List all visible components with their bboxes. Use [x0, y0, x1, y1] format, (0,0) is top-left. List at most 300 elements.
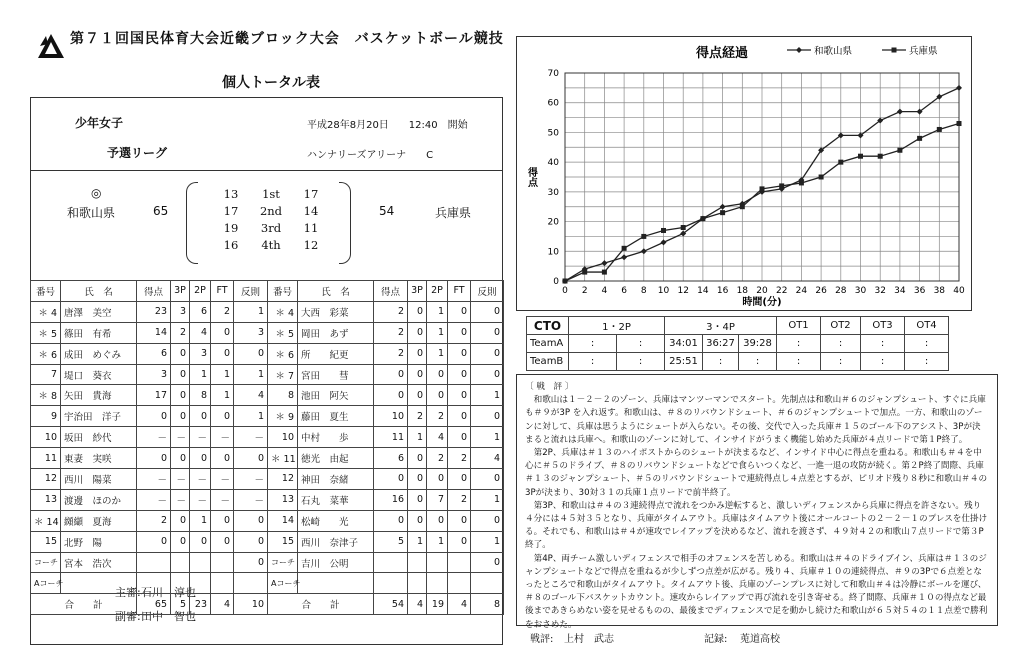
three-pointers: 0	[408, 469, 427, 490]
commentary-heading: 〔 戦 評 〕	[525, 382, 574, 392]
three-pointers: 0	[408, 489, 427, 510]
header-player-name: 氏 名	[298, 281, 374, 302]
period-team-a-score: 16	[223, 238, 239, 252]
three-pointers: 0	[408, 301, 427, 322]
data-point	[641, 248, 647, 254]
x-tick-label: 22	[775, 286, 788, 296]
player-number: ＊ 6	[268, 343, 298, 364]
player-row	[31, 301, 268, 322]
data-point	[937, 127, 942, 132]
three-pointers: 0	[171, 364, 190, 385]
player-row	[268, 301, 504, 322]
free-throws: 0	[448, 364, 471, 385]
assistant-coach-row	[268, 573, 504, 594]
y-tick-label: 20	[547, 217, 559, 228]
cto-team-b-time: 25:51	[665, 353, 703, 371]
three-pointers: 1	[408, 427, 427, 448]
player-row	[31, 343, 268, 364]
blank	[471, 573, 504, 594]
left-brace	[186, 182, 198, 264]
stats-header-row	[268, 281, 504, 302]
federation-logo	[36, 32, 66, 62]
cto-team-b-time: :	[777, 353, 821, 371]
two-pointers: 0	[190, 448, 211, 469]
header-points: 得点	[137, 281, 171, 302]
points: 3	[137, 364, 171, 385]
player-number: ＊ 14	[31, 510, 61, 531]
fouls: 0	[471, 469, 504, 490]
cto-ot2: OT2	[821, 317, 861, 335]
header-three-pointers: 3P	[408, 281, 427, 302]
points: 2	[374, 322, 408, 343]
two-pointers: 1	[190, 364, 211, 385]
player-number: ＊ 4	[31, 301, 61, 322]
points: 0	[137, 448, 171, 469]
cto-table	[526, 316, 949, 371]
period-row	[211, 203, 331, 220]
player-row	[31, 322, 268, 343]
blank	[190, 552, 211, 573]
three-pointers: 3	[171, 301, 190, 322]
period-team-b-score: 11	[303, 221, 319, 235]
player-row	[268, 531, 504, 552]
data-point	[582, 270, 587, 275]
umpire-label: 副審:	[115, 610, 141, 623]
cto-team-a-time: :	[569, 335, 617, 353]
blank	[374, 573, 408, 594]
three-pointers: 0	[408, 364, 427, 385]
two-pointers: 2	[427, 406, 448, 427]
period-label: 2nd	[259, 204, 283, 218]
period-scores	[211, 186, 331, 254]
points: 0	[374, 364, 408, 385]
total-free-throws: 4	[448, 594, 471, 615]
x-tick-label: 8	[640, 286, 647, 296]
player-number: 13	[268, 489, 298, 510]
player-name: 藤田 夏生	[298, 406, 374, 427]
player-number: ＊ 5	[268, 322, 298, 343]
player-number: 15	[268, 531, 298, 552]
cto-team-b-time: :	[821, 353, 861, 371]
blank	[408, 552, 427, 573]
commentary-body	[525, 394, 989, 632]
data-point	[858, 154, 863, 159]
fouls: 0	[234, 448, 268, 469]
free-throws: －	[211, 489, 234, 510]
y-tick-label: 50	[547, 128, 559, 139]
two-pointers: 0	[427, 510, 448, 531]
fouls: 0	[234, 510, 268, 531]
player-name: 纐纈 夏海	[61, 510, 137, 531]
three-pointers: －	[171, 469, 190, 490]
three-pointers: 0	[171, 385, 190, 406]
two-pointers: －	[190, 489, 211, 510]
blank	[448, 573, 471, 594]
legend-label: 和歌山県	[814, 46, 853, 57]
data-point	[779, 183, 784, 188]
points: 17	[137, 385, 171, 406]
fouls: 1	[471, 489, 504, 510]
blank	[137, 552, 171, 573]
player-number: ＊ 7	[268, 364, 298, 385]
points: 23	[137, 301, 171, 322]
total-fouls: 10	[234, 594, 268, 615]
team-a-name: 和歌山県	[67, 206, 116, 220]
blank	[427, 552, 448, 573]
data-point	[720, 210, 725, 215]
points: 14	[137, 322, 171, 343]
cto-team-a-time: 34:01	[665, 335, 703, 353]
fouls: 1	[471, 427, 504, 448]
x-tick-label: 4	[601, 286, 608, 296]
blank	[448, 552, 471, 573]
player-name: 西川 奈津子	[298, 531, 374, 552]
x-tick-label: 10	[657, 286, 670, 296]
free-throws: 0	[448, 469, 471, 490]
right-brace	[339, 182, 351, 264]
data-point	[661, 239, 667, 245]
free-throws: 2	[448, 448, 471, 469]
cto-ot3: OT3	[861, 317, 905, 335]
points: 0	[137, 531, 171, 552]
player-row	[268, 322, 504, 343]
game-commentary	[516, 374, 998, 630]
data-point	[700, 216, 705, 221]
y-tick-label: 10	[547, 247, 559, 258]
player-row	[268, 489, 504, 510]
cto-team-b-time: :	[569, 353, 617, 371]
y-tick-label: 60	[547, 98, 559, 109]
data-point	[661, 228, 666, 233]
event-title: 第７１回国民体育大会近畿ブロック大会 バスケットボール競技	[70, 31, 504, 47]
player-number: ＊ 6	[31, 343, 61, 364]
two-pointers: 8	[190, 385, 211, 406]
cto-label: CTO	[527, 317, 569, 335]
team-b-total: 54	[379, 204, 395, 218]
player-number: 8	[268, 385, 298, 406]
player-name: 神田 奈緒	[298, 469, 374, 490]
chart-svg	[517, 37, 973, 312]
three-pointers: 0	[408, 510, 427, 531]
data-point	[819, 175, 824, 180]
period-row	[211, 237, 331, 254]
three-pointers: 2	[408, 406, 427, 427]
commentary-paragraph: 第4P、両チーム激しいディフェンスで相手のオフェンスを苦しめる。和歌山は＃４のドライブイン、兵庫は＃１３のジャンプシュートなどで得点を重ねるが少しずつ点差が広がる。残り４、兵庫＃１０の連続得点、＃９の3Pで６点差となったところで和歌山がタイムアウト。タイムアウト後、兵庫のゾーンプレスに対して和歌山＃４は冷静にボールを運び、＃８のゴール下バスケットカウント。速攻からレイアップで再び流れを引き寄せる。終了間際、兵庫＃１０の得点など最後まであきらめない姿を見せるものの、最後までディフェンスで足を動かし続けた和歌山が６５対５４の１１点差で勝利をおさめた。	[525, 553, 988, 630]
x-tick-label: 16	[716, 286, 729, 296]
blank	[171, 573, 190, 594]
player-row	[31, 469, 268, 490]
points: 2	[137, 510, 171, 531]
referee-label: 主審:	[115, 586, 141, 599]
player-name: 東妻 実咲	[61, 448, 137, 469]
recorder-name: 莵道高校	[740, 634, 780, 645]
data-point	[878, 154, 883, 159]
fouls: 1	[234, 406, 268, 427]
two-pointers: 0	[190, 406, 211, 427]
total-three-pointers: 5	[171, 594, 190, 615]
player-number: 9	[31, 406, 61, 427]
blank	[171, 552, 190, 573]
blank	[234, 573, 268, 594]
fouls: 1	[471, 385, 504, 406]
three-pointers: 0	[408, 343, 427, 364]
player-row	[31, 406, 268, 427]
fouls: 0	[234, 343, 268, 364]
player-name: 西川 陽菜	[61, 469, 137, 490]
player-name: 池田 阿矢	[298, 385, 374, 406]
total-points: 65	[137, 594, 171, 615]
y-tick-label: 40	[547, 158, 559, 169]
three-pointers: 0	[171, 531, 190, 552]
fouls: 0	[234, 531, 268, 552]
y-axis-label: 得点	[525, 167, 537, 187]
points: 5	[374, 531, 408, 552]
free-throws: 1	[211, 364, 234, 385]
total-row	[31, 594, 268, 615]
player-number: 13	[31, 489, 61, 510]
assistant-coach-name	[298, 573, 374, 594]
player-number: ＊ 5	[31, 322, 61, 343]
period-row	[211, 186, 331, 203]
header-player-number: 番号	[268, 281, 298, 302]
two-pointers: －	[190, 427, 211, 448]
cto-team-b-label: TeamB	[527, 353, 569, 371]
player-name: 松崎 光	[298, 510, 374, 531]
player-number: ＊ 11	[268, 448, 298, 469]
blank	[427, 573, 448, 594]
player-name: 徳光 由起	[298, 448, 374, 469]
player-row	[31, 510, 268, 531]
player-name: 岡田 あず	[298, 322, 374, 343]
player-name: 渡邊 ほのか	[61, 489, 137, 510]
umpire-name: 田中 智也	[141, 610, 196, 623]
player-row	[268, 364, 504, 385]
player-row	[31, 531, 268, 552]
two-pointers: 3	[190, 343, 211, 364]
record-label: 記録:	[704, 634, 728, 645]
winner-mark: ◎	[91, 186, 102, 200]
fouls: 0	[471, 343, 504, 364]
three-pointers: 0	[408, 448, 427, 469]
free-throws: 0	[448, 406, 471, 427]
points: －	[137, 469, 171, 490]
three-pointers: 0	[408, 322, 427, 343]
points: －	[137, 427, 171, 448]
fouls: 1	[471, 531, 504, 552]
points: 0	[374, 385, 408, 406]
player-name: 大西 彩菜	[298, 301, 374, 322]
cto-half2: 3・4P	[665, 317, 777, 335]
period-team-a-score: 19	[223, 221, 239, 235]
fouls: 3	[234, 322, 268, 343]
total-two-pointers: 19	[427, 594, 448, 615]
player-name: 成田 めぐみ	[61, 343, 137, 364]
assistant-coach-label: Aコーチ	[268, 573, 298, 594]
coach-name: 宮本 浩次	[61, 552, 137, 573]
free-throws: 0	[448, 427, 471, 448]
cto-team-b-time: :	[617, 353, 665, 371]
period-label: 1st	[262, 187, 280, 201]
header-player-name: 氏 名	[61, 281, 137, 302]
two-pointers: 0	[427, 364, 448, 385]
free-throws: 0	[448, 343, 471, 364]
two-pointers: 1	[427, 301, 448, 322]
two-pointers: 0	[427, 469, 448, 490]
fouls: －	[234, 489, 268, 510]
y-tick-label: 30	[547, 187, 559, 198]
header-fouls: 反則	[471, 281, 504, 302]
stats-header-row	[31, 281, 268, 302]
fouls: 0	[471, 301, 504, 322]
data-point	[917, 136, 922, 141]
player-row	[268, 510, 504, 531]
x-tick-label: 34	[894, 286, 906, 296]
blank	[190, 573, 211, 594]
player-row	[31, 448, 268, 469]
y-tick-label: 70	[547, 69, 559, 79]
data-point	[720, 204, 726, 210]
player-number: 14	[268, 510, 298, 531]
reviewer-name: 上村 武志	[564, 634, 614, 645]
divider	[31, 170, 502, 171]
two-pointers: 2	[427, 448, 448, 469]
data-point	[799, 180, 804, 185]
x-tick-label: 14	[697, 286, 709, 296]
player-row	[268, 469, 504, 490]
x-tick-label: 6	[621, 286, 627, 296]
player-number: 7	[31, 364, 61, 385]
total-row	[268, 594, 504, 615]
cto-half1: 1・2P	[569, 317, 665, 335]
cto-team-a-time: 36:27	[703, 335, 739, 353]
x-tick-label: 2	[581, 286, 588, 296]
player-number: 15	[31, 531, 61, 552]
assistant-coach-name	[61, 573, 137, 594]
two-pointers: 7	[427, 489, 448, 510]
cto-ot1: OT1	[777, 317, 821, 335]
legend-label: 兵庫県	[909, 46, 938, 57]
header-points: 得点	[374, 281, 408, 302]
fouls: 0	[471, 322, 504, 343]
period-row	[211, 220, 331, 237]
free-throws: 0	[211, 448, 234, 469]
y-tick-label: 0	[553, 277, 559, 287]
cto-team-b-time: :	[703, 353, 739, 371]
cto-ot4: OT4	[905, 317, 949, 335]
cto-team-a-time: :	[905, 335, 949, 353]
data-point	[601, 260, 607, 266]
blank	[374, 552, 408, 573]
two-pointers: 0	[190, 531, 211, 552]
coach-label: コーチ	[268, 552, 298, 573]
player-name: 石丸 菜華	[298, 489, 374, 510]
x-tick-label: 28	[835, 286, 847, 296]
three-pointers: 0	[408, 385, 427, 406]
round-label: 予選リーグ	[107, 146, 168, 160]
coach-fouls: 0	[471, 552, 504, 573]
fouls: －	[234, 469, 268, 490]
player-row	[268, 343, 504, 364]
period-team-b-score: 12	[303, 238, 319, 252]
player-name: 矢田 貴海	[61, 385, 137, 406]
three-pointers: 0	[171, 448, 190, 469]
player-row	[31, 489, 268, 510]
player-name: 北野 陽	[61, 531, 137, 552]
three-pointers: －	[171, 489, 190, 510]
points: 11	[374, 427, 408, 448]
player-row	[268, 406, 504, 427]
fouls: 1	[234, 364, 268, 385]
player-row	[31, 385, 268, 406]
sheet-subtitle: 個人トータル表	[222, 75, 320, 91]
coach-fouls: 0	[234, 552, 268, 573]
data-point	[602, 270, 607, 275]
coach-label: コーチ	[31, 552, 61, 573]
data-point	[621, 254, 627, 260]
free-throws: 0	[448, 510, 471, 531]
data-point	[740, 204, 745, 209]
two-pointers: 1	[427, 322, 448, 343]
team-b-name: 兵庫県	[435, 206, 472, 220]
two-pointers: 1	[427, 531, 448, 552]
cto-team-a-time: 39:28	[739, 335, 777, 353]
player-number: ＊ 4	[268, 301, 298, 322]
player-name: 中村 歩	[298, 427, 374, 448]
player-number: 11	[31, 448, 61, 469]
player-name: 宮田 彗	[298, 364, 374, 385]
period-team-b-score: 14	[303, 204, 319, 218]
data-point	[897, 109, 903, 115]
fouls: －	[234, 427, 268, 448]
header-three-pointers: 3P	[171, 281, 190, 302]
free-throws: 0	[211, 406, 234, 427]
total-free-throws: 4	[211, 594, 234, 615]
points: －	[137, 489, 171, 510]
fouls: 0	[471, 364, 504, 385]
blank	[137, 573, 171, 594]
points: 0	[374, 469, 408, 490]
points: 2	[374, 343, 408, 364]
x-tick-label: 32	[874, 286, 886, 296]
header-two-pointers: 2P	[190, 281, 211, 302]
period-team-b-score: 17	[303, 187, 319, 201]
cto-team-b-time: :	[861, 353, 905, 371]
two-pointers: 6	[190, 301, 211, 322]
two-pointers: －	[190, 469, 211, 490]
points: 0	[137, 406, 171, 427]
header-fouls: 反則	[234, 281, 268, 302]
header-free-throws: FT	[448, 281, 471, 302]
total-fouls: 8	[471, 594, 504, 615]
commentary-paragraph: 第2P、兵庫は＃１３のハイポストからのシュートが決まるなど、インサイド中心に得点を重ねる。和歌山も＃４を中心に＃５のドライブ、＃８のリバウンドシュートなどで食らいつくなど、一進一退の攻防が続く。第２P終了間際、兵庫＃１３のジャンプシュート、＃５のリバウンドシュートで連続得点し４点差とするが、ピリオド残り８秒に和歌山＃４の3Pが決まり、30対３１の兵庫１点リードで前半終了。	[525, 448, 988, 498]
team-a-stats-table	[30, 280, 268, 615]
fouls: 1	[234, 301, 268, 322]
player-number: 10	[268, 427, 298, 448]
x-tick-label: 20	[756, 286, 768, 296]
period-label: 3rd	[260, 221, 282, 235]
free-throws: 0	[448, 322, 471, 343]
player-number: 10	[31, 427, 61, 448]
coach-row	[31, 552, 268, 573]
data-point	[760, 186, 765, 191]
blank	[408, 573, 427, 594]
total-label: 合 計	[268, 594, 374, 615]
free-throws: 0	[448, 385, 471, 406]
game-datetime: 平成28年8月20日 12:40 開始	[307, 120, 468, 131]
free-throws: 0	[211, 531, 234, 552]
player-number: 12	[268, 469, 298, 490]
legend-marker	[892, 48, 897, 53]
